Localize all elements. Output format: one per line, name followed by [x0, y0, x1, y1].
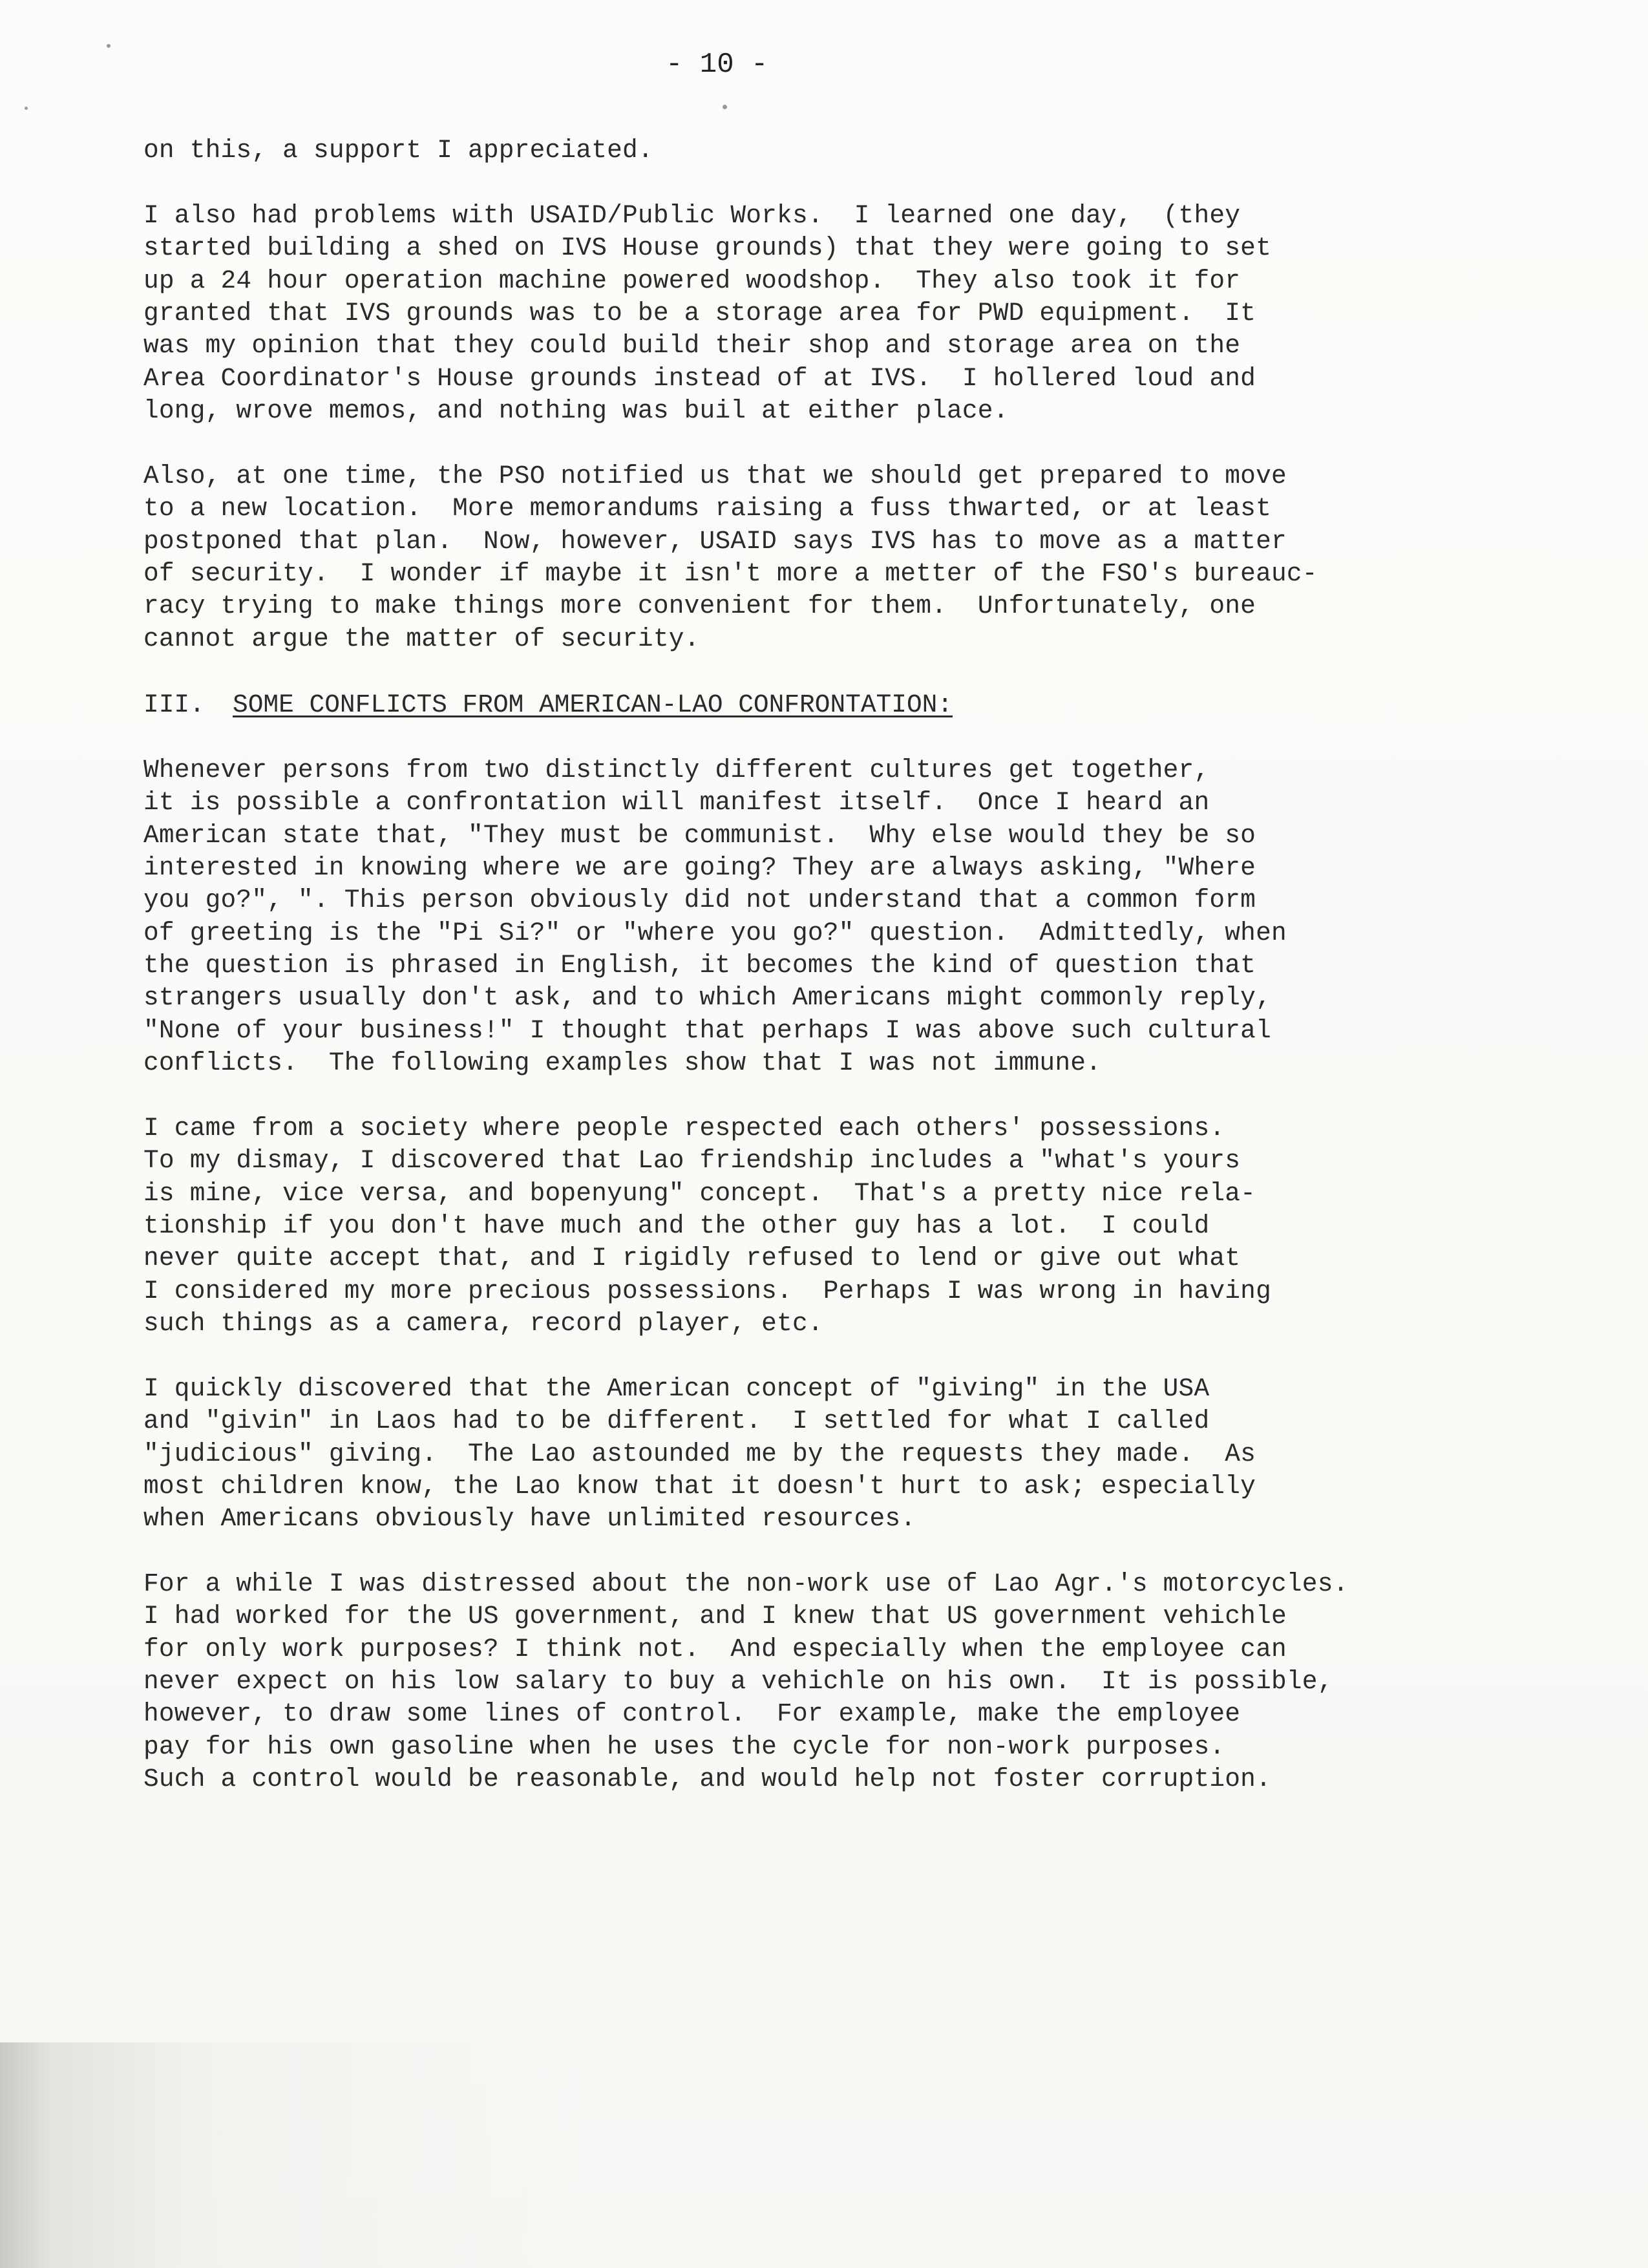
- text-line: Such a control would be reasonable, and would help not foster corruption.: [143, 1765, 1271, 1794]
- text-line: never expect on his low salary to buy a vehichle on his own. It is possible,: [143, 1667, 1333, 1696]
- text-line: up a 24 hour operation machine powered woodshop. They also took it for: [143, 266, 1241, 295]
- text-line: "judicious" giving. The Lao astounded me by the requests they made. As: [143, 1439, 1256, 1468]
- scan-speck: [25, 107, 28, 110]
- text-line: long, wrove memos, and nothing was buil at either place.: [143, 396, 1009, 425]
- text-line: of greeting is the "Pi Si?" or "where you go?" question. Admittedly, when: [143, 918, 1287, 948]
- text-line: never quite accept that, and I rigidly refused to lend or give out what: [143, 1244, 1241, 1273]
- text-line: was my opinion that they could build their shop and storage area on the: [143, 331, 1241, 360]
- scan-speck: [723, 105, 727, 109]
- text-line: on this, a support I appreciated.: [143, 136, 653, 165]
- section-heading: SOME CONFLICTS FROM AMERICAN-LAO CONFRONTATION:: [233, 690, 953, 719]
- text-line: pay for his own gasoline when he uses the cycle for non-work purposes.: [143, 1732, 1225, 1761]
- scan-shadow: [0, 2042, 1648, 2268]
- text-line: I considered my more precious possessions. Perhaps I was wrong in having: [143, 1277, 1271, 1306]
- text-line: granted that IVS grounds was to be a storage area for PWD equipment. It: [143, 299, 1256, 328]
- text-line: started building a shed on IVS House grounds) that they were going to set: [143, 233, 1271, 262]
- text-line: such things as a camera, record player, etc.: [143, 1309, 823, 1338]
- text-line: interested in knowing where we are going? They are always asking, "Where: [143, 853, 1256, 882]
- text-line: To my dismay, I discovered that Lao friendship includes a "what's yours: [143, 1146, 1241, 1175]
- text-line: racy trying to make things more convenient for them. Unfortunately, one: [143, 591, 1256, 620]
- text-line: of security. I wonder if maybe it isn't more a metter of the FSO's bureauc-: [143, 559, 1318, 588]
- text-line: however, to draw some lines of control. For example, make the employee: [143, 1699, 1241, 1728]
- text-line: it is possible a confrontation will manifest itself. Once I heard an: [143, 788, 1210, 817]
- text-line: tionship if you don't have much and the other guy has a lot. I could: [143, 1211, 1210, 1240]
- text-line: cannot argue the matter of security.: [143, 624, 700, 653]
- text-line: I had worked for the US government, and I knew that US government vehichle: [143, 1602, 1287, 1631]
- text-line: when Americans obviously have unlimited resources.: [143, 1504, 916, 1533]
- text-line: most children know, the Lao know that it doesn't hurt to ask; especially: [143, 1472, 1256, 1501]
- section-number: III.: [143, 690, 205, 719]
- text-line: I also had problems with USAID/Public Works. I learned one day, (they: [143, 201, 1241, 230]
- text-line: Also, at one time, the PSO notified us that we should get prepared to move: [143, 461, 1287, 491]
- text-line: and "givin" in Laos had to be different. I settled for what I called: [143, 1406, 1210, 1436]
- text-line: conflicts. The following examples show that I was not immune.: [143, 1048, 1102, 1077]
- text-line: "None of your business!" I thought that perhaps I was above such cultural: [143, 1016, 1271, 1045]
- text-line: is mine, vice versa, and bopenyung" concept. That's a pretty nice rela-: [143, 1179, 1256, 1208]
- text-line: I quickly discovered that the American concept of "giving" in the USA: [143, 1374, 1210, 1403]
- text-line: Whenever persons from two distinctly different cultures get together,: [143, 756, 1210, 785]
- text-line: postponed that plan. Now, however, USAID says IVS has to move as a matter: [143, 527, 1287, 556]
- text-line: strangers usually don't ask, and to which Americans might commonly reply,: [143, 983, 1271, 1012]
- page-number: - 10 -: [666, 48, 768, 81]
- text-line: I came from a society where people respected each others' possessions.: [143, 1114, 1225, 1143]
- text-line: For a while I was distressed about the non-work use of Lao Agr.'s motorcycles.: [143, 1569, 1349, 1598]
- text-line: to a new location. More memorandums raising a fuss thwarted, or at least: [143, 494, 1271, 523]
- text-line: American state that, "They must be communist. Why else would they be so: [143, 821, 1256, 850]
- scan-speck: [107, 44, 111, 48]
- text-line: you go?", ". This person obviously did not understand that a common form: [143, 885, 1256, 915]
- text-line: for only work purposes? I think not. And especially when the employee can: [143, 1635, 1287, 1664]
- text-line: Area Coordinator's House grounds instead of at IVS. I hollered loud and: [143, 364, 1256, 393]
- text-line: the question is phrased in English, it becomes the kind of question that: [143, 951, 1256, 980]
